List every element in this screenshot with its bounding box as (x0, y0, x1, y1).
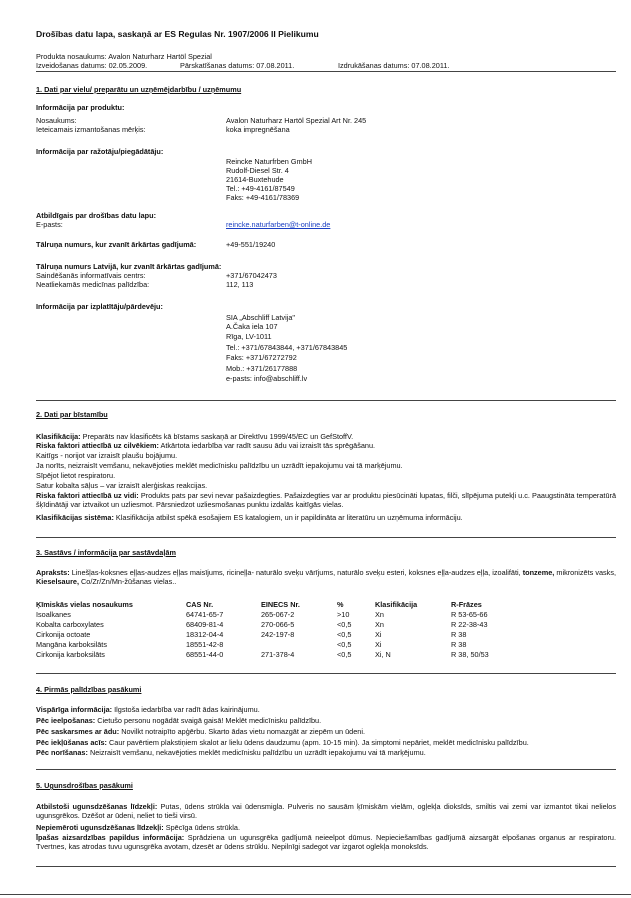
table-cell: R 38, 50/53 (451, 650, 489, 659)
unsuitable-media: Nepiemēroti ugunsdzēšanas līdzekļi: Spēcīga ūdens strūkla. (36, 823, 240, 832)
first-aid-line: Pēc norīšanas: Neizraisīt vemšanu, nekavējoties meklēt medicīnisku palīdzību un uzrādīt iepakojumu vai tā marķējumu. (36, 748, 426, 757)
first-aid-line: Pēc ieelpošanas: Cietušo personu nogādāt svaigā gaisā! Meklēt medicīnisku palīdzību. (36, 716, 322, 725)
table-cell: Xn (375, 610, 384, 619)
table-cell: Kobalta carboxylates (36, 620, 104, 629)
table-cell: R 22-38-43 (451, 620, 488, 629)
emergency-label: Tālruņa numurs, kur zvanīt ārkārtas gadījumā: (36, 240, 197, 249)
importer-line: Mob.: +371/26177888 (226, 364, 298, 373)
table-cell: 270-066-5 (261, 620, 295, 629)
use-value: koka impregnēšana (226, 125, 290, 134)
fire-extinguishing-media: Atbilstoši ugunsdzēšanas līdzekļi: Putas, ūdens strūkla vai ūdensmigla. Pulveris no sausām ķīmiskām vielām, ogļekļa dioksīds, smiltis vai zemi var izmantot tikai nelielos ugunsgrēkos. Dzēšot ar ūdeni, neliet to tieši virsū. (36, 802, 616, 820)
table-header: R-Frāzes (451, 600, 482, 609)
table-cell: R 38 (451, 640, 467, 649)
divider (36, 866, 616, 867)
importer-line: Faks: +371/67272792 (226, 353, 297, 362)
table-cell: R 53-65-66 (451, 610, 488, 619)
created-date: Izveidošanas datums: 02.05.2009. (36, 61, 148, 70)
importer-line: e-pasts: info@abschliff.lv (226, 374, 308, 383)
section-5-heading: 5. Ugunsdrošības pasākumi (36, 781, 133, 790)
manufacturer-line: Rudolf-Diesel Str. 4 (226, 166, 289, 175)
table-cell: Cirkonija karboksilāts (36, 650, 105, 659)
poison-center-label: Saindēšanās informatīvais centrs: (36, 271, 146, 280)
first-aid-line: Vispārīga informācija: Ilgstoša iedarbība var radīt ādas kairinājumu. (36, 705, 260, 714)
table-cell: 18312-04-4 (186, 630, 224, 639)
manufacturer-label: Informācija par ražotāju/piegādātāju: (36, 147, 164, 156)
table-cell: Xi (375, 630, 382, 639)
table-cell: 242-197-8 (261, 630, 295, 639)
manufacturer-line: Reincke Naturfrben GmbH (226, 157, 312, 166)
table-cell: 68409-81-4 (186, 620, 224, 629)
poison-center-value: +371/67042473 (226, 271, 277, 280)
reviewed-date: Pārskatīšanas datums: 07.08.2011. (180, 61, 295, 70)
manufacturer-line: 21614-Buxtehude (226, 175, 284, 184)
importer-line: SIA „Abschliff Latvija" (226, 313, 295, 322)
table-cell: 271-378-4 (261, 650, 295, 659)
product-info-label: Informācija par produktu: (36, 103, 125, 112)
table-cell: <0,5 (337, 630, 352, 639)
importer-line: Rīga, LV-1011 (226, 332, 272, 341)
hazard-line: Kaitīgs - norijot var izraisīt plaušu bojājumu. (36, 451, 178, 460)
section-3-heading: 3. Sastāvs / informācija par sastāvdaļām (36, 548, 176, 557)
classification-system: Klasifikācijas sistēma: Klasifikācija atbilst spēkā esošajiem ES katalogiem, un ir papildināta ar literatūru un uzņēmuma informāciju. (36, 513, 463, 522)
section-2-heading: 2. Dati par bīstamību (36, 410, 108, 419)
responsible-label: Atbildīgais par drošības datu lapu: (36, 211, 157, 220)
table-header: EINECS Nr. (261, 600, 300, 609)
email-label: E-pasts: (36, 220, 63, 229)
table-header: Ķīmiskās vielas nosaukums (36, 600, 133, 609)
medical-help-label: Neatliekamās medicīnas palīdzība: (36, 280, 150, 289)
table-cell: Xi (375, 640, 382, 649)
divider (36, 400, 616, 401)
use-label: Ieteicamais izmantošanas mērķis: (36, 125, 146, 134)
section-1-heading: 1. Dati par vielu/ preparātu un uzņēmējdarbību / uzņēmumu (36, 85, 242, 94)
hazard-line: Ja norīts, neizraisīt vemšanu, nekavējoties meklēt medicīnisku palīdzību un uzrādīt iepakojumu vai tā marķējumu. (36, 461, 403, 470)
name-value: Avalon Naturharz Hartöl Spezial Art Nr. 245 (226, 116, 367, 125)
hazard-line: Klasifikācija: Preparāts nav klasificēts kā bīstams saskaņā ar Direktīvu 1999/45/EC un GefStoffV. (36, 432, 354, 441)
table-cell: Xi, N (375, 650, 391, 659)
table-cell: R 38 (451, 630, 467, 639)
table-header: Klasifikācija (375, 600, 418, 609)
importer-line: Tel.: +371/67843844, +371/67843845 (226, 343, 348, 352)
table-cell: 265-067-2 (261, 610, 295, 619)
table-cell: Isoalkanes (36, 610, 71, 619)
special-protection: Īpašas aizsardzības papildus informācija: Sprādziena un ugunsgrēka gadījumā neieelpot dūmus. Nepieciešamības gadījumā aizsargāt elpošanas organus ar respiratoru. Tvertnes, kas atrodas tuvu ugunsgrēka avotam, dzesēt ar ūdens strūklu. Nepilnīgi sadegot var izgarot oglekļa monoksīds. (36, 833, 616, 851)
table-cell: Mangāna karboksilāts (36, 640, 107, 649)
medical-help-value: 112, 113 (226, 280, 254, 289)
table-cell: 18551-42-8 (186, 640, 224, 649)
table-cell: <0,5 (337, 650, 352, 659)
first-aid-line: Pēc iekļūšanas acīs: Caur pavērtiem plakstiņiem skalot ar lielu ūdens daudzumu (apm. 10-15 min). Ja simptomi nepāriet, meklēt medicīnisku palīdzību. (36, 738, 529, 747)
latvia-emergency-label: Tālruņa numurs Latvijā, kur zvanīt ārkārtas gadījumā: (36, 262, 222, 271)
table-header: % (337, 600, 344, 609)
table-cell: 64741-65-7 (186, 610, 224, 619)
issued-date: Izdrukāšanas datums: 07.08.2011. (338, 61, 450, 70)
product-name-line: Produkta nosaukums: Avalon Naturharz Hartöl Spezial (36, 52, 212, 61)
divider (36, 673, 616, 674)
table-header: CAS Nr. (186, 600, 214, 609)
emergency-value: +49-551/19240 (226, 240, 276, 249)
email-link[interactable]: reincke.naturfarben@t-online.de (226, 220, 331, 229)
table-cell: Cirkonija octoate (36, 630, 91, 639)
table-cell: >10 (337, 610, 350, 619)
hazard-line: Sīpējot lietot respiratoru. (36, 471, 116, 480)
manufacturer-line: Faks: +49-4161/78369 (226, 193, 300, 202)
name-label: Nosaukums: (36, 116, 77, 125)
first-aid-line: Pēc saskarsmes ar ādu: Novilkt notraipīto apģērbu. Skarto ādas vietu nomazgāt ar ziepēm un ūdeni. (36, 727, 365, 736)
importer-label: Informācija par izplatītāju/pārdevēju: (36, 302, 163, 311)
divider (36, 71, 616, 72)
section-4-heading: 4. Pirmās palīdzības pasākumi (36, 685, 142, 694)
importer-line: A.Čaka iela 107 (226, 322, 278, 331)
table-cell: <0,5 (337, 620, 352, 629)
table-cell: Xn (375, 620, 384, 629)
divider (36, 769, 616, 770)
hazard-line: Satur kobalta sāļus – var izraisīt alerģiskas reakcijas. (36, 481, 208, 490)
manufacturer-line: Tel.: +49-4161/87549 (226, 184, 295, 193)
hazard-line: Riska faktori attiecībā uz cilvēkiem: Atkārtota iedarbība var radīt sausu ādu vai izraisīt tās sprēgāšanu. (36, 441, 376, 450)
environment-risk: Riska faktori attiecībā uz vidi: Produkts pats par sevi nevar pašaizdegties. Pašaizdegties var ar produktu piesūcināti lupatas, filči, slīpējuma putekļi u.c. Paaugstināta temperatūrā šķīdinātāji var iztvaikot un uzliesmot. Pārsniedzot uzliesmošanas punktu izdalās kaitīgās vielas. (36, 491, 616, 509)
document-title: Drošības datu lapa, saskaņā ar ES Regulas Nr. 1907/2006 II Pielikumu (36, 29, 319, 39)
composition-description: Apraksts: Linešļas-koksnes eļļas-audzes eļļas maisījums, ricineļļa- naturālo sveķu vārījums, naturālo sveķu esteri, koksnes eļļa-audzes eļļa, izoalifāti, tonzeme, mikronizēts vasks, Kieselsaure, Co/Zr/Zn/Mn-žūšanas vielas.. (36, 568, 616, 586)
page-bottom-border (0, 894, 631, 895)
table-cell: <0,5 (337, 640, 352, 649)
divider (36, 537, 616, 538)
table-cell: 68551-44-0 (186, 650, 224, 659)
